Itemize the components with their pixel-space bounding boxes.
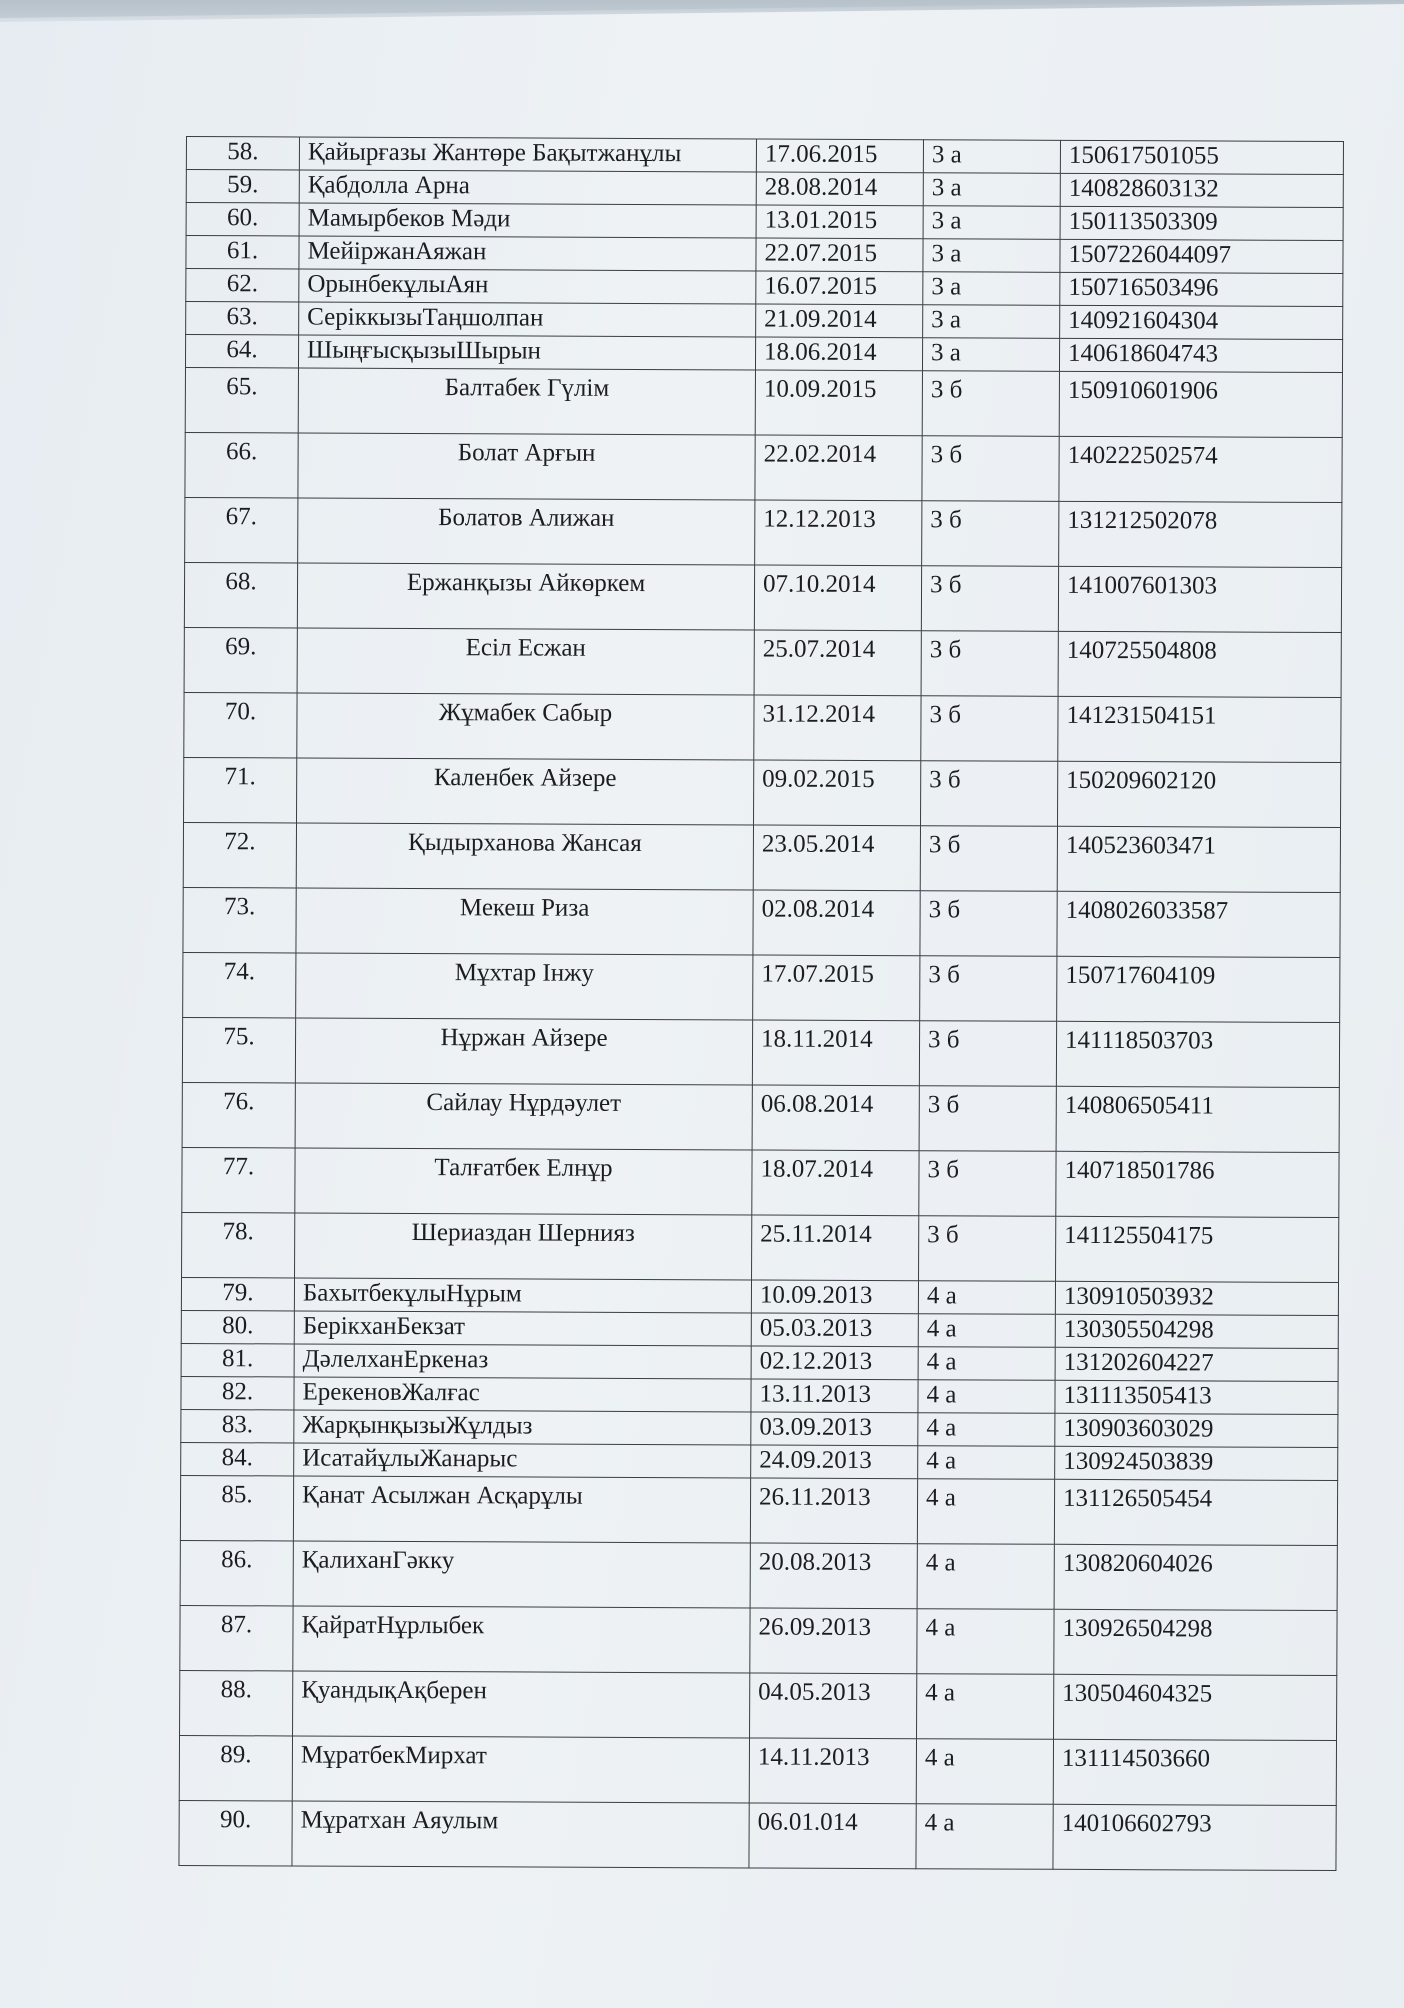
birth-date: 12.12.2013 bbox=[755, 500, 922, 566]
birth-date: 17.07.2015 bbox=[753, 955, 920, 1021]
table-row bbox=[184, 627, 1341, 697]
row-number: 81. bbox=[181, 1343, 294, 1376]
class-label: 4 а bbox=[918, 1347, 1055, 1381]
class-label: 4 а bbox=[918, 1314, 1055, 1348]
student-name: Мұхтар Інжу bbox=[296, 953, 753, 1020]
class-label: 3 а bbox=[923, 239, 1060, 273]
birth-date: 18.11.2014 bbox=[752, 1020, 919, 1086]
class-label: 3 б bbox=[921, 631, 1058, 697]
row-number: 79. bbox=[181, 1277, 294, 1310]
iin-number: 130903603029 bbox=[1055, 1413, 1338, 1447]
birth-date: 28.08.2014 bbox=[756, 172, 923, 206]
student-name: Балтабек Гүлім bbox=[298, 368, 755, 435]
class-label: 3 а bbox=[923, 272, 1060, 306]
student-name: Қабдолла Арна bbox=[299, 170, 756, 205]
iin-number: 130924503839 bbox=[1055, 1446, 1338, 1480]
row-number: 85. bbox=[180, 1475, 293, 1540]
iin-number: 140806505411 bbox=[1056, 1086, 1339, 1152]
iin-number: 140718501786 bbox=[1056, 1151, 1339, 1217]
class-label: 3 а bbox=[923, 206, 1060, 240]
birth-date: 22.07.2015 bbox=[756, 238, 923, 272]
table-row bbox=[185, 497, 1342, 567]
iin-number: 130820604026 bbox=[1054, 1544, 1337, 1610]
student-name: Болатов Алижан bbox=[298, 498, 755, 565]
birth-date: 18.07.2014 bbox=[752, 1150, 919, 1216]
table-row bbox=[183, 822, 1340, 892]
table-row bbox=[186, 203, 1343, 241]
student-name: ҚуандықАқберен bbox=[293, 1671, 750, 1738]
class-label: 3 б bbox=[919, 1151, 1056, 1217]
birth-date: 07.10.2014 bbox=[754, 565, 921, 631]
birth-date: 21.09.2014 bbox=[756, 304, 923, 338]
table-row bbox=[181, 1442, 1338, 1480]
table-row bbox=[186, 170, 1343, 208]
iin-number: 140828603132 bbox=[1060, 173, 1343, 207]
student-name: МейіржанАяжан bbox=[299, 236, 756, 271]
birth-date: 31.12.2014 bbox=[754, 695, 921, 761]
student-name: СеріккызыТаңшолпан bbox=[299, 302, 756, 337]
iin-number: 150113503309 bbox=[1060, 206, 1343, 240]
student-name: Қанат Асылжан Асқарұлы bbox=[293, 1476, 750, 1543]
class-label: 3 а bbox=[923, 305, 1060, 339]
iin-number: 131113505413 bbox=[1055, 1380, 1338, 1414]
table-row bbox=[182, 1147, 1339, 1217]
row-number: 77. bbox=[182, 1147, 295, 1212]
iin-number: 140725504808 bbox=[1058, 631, 1341, 697]
student-name: ЖарқынқызыЖұлдыз bbox=[294, 1410, 751, 1445]
class-label: 3 б bbox=[920, 761, 1057, 827]
row-number: 90. bbox=[179, 1800, 292, 1865]
birth-date: 14.11.2013 bbox=[749, 1738, 916, 1804]
class-label: 3 б bbox=[922, 436, 1059, 502]
iin-number: 140618604743 bbox=[1059, 338, 1342, 372]
student-name: БахытбекұлыНұрым bbox=[294, 1278, 751, 1313]
student-name: ЕрекеновЖалғас bbox=[294, 1377, 751, 1412]
birth-date: 26.09.2013 bbox=[750, 1608, 917, 1674]
table-row bbox=[183, 952, 1340, 1022]
class-label: 3 б bbox=[920, 891, 1057, 957]
class-label: 3 б bbox=[920, 826, 1057, 892]
birth-date: 23.05.2014 bbox=[753, 825, 920, 891]
table-row bbox=[182, 1017, 1339, 1087]
birth-date: 25.07.2014 bbox=[754, 630, 921, 696]
row-number: 58. bbox=[186, 137, 299, 170]
student-name: Мамырбеков Мәди bbox=[299, 203, 756, 238]
birth-date: 26.11.2013 bbox=[750, 1478, 917, 1544]
birth-date: 02.12.2013 bbox=[751, 1346, 918, 1380]
student-name: Болат Арғын bbox=[298, 433, 755, 500]
birth-date: 06.08.2014 bbox=[752, 1085, 919, 1151]
iin-number: 131212502078 bbox=[1059, 501, 1342, 567]
row-number: 59. bbox=[186, 170, 299, 203]
iin-number: 130504604325 bbox=[1054, 1674, 1337, 1740]
table-row bbox=[186, 236, 1343, 274]
student-name: Мұратхан Аяулым bbox=[292, 1801, 749, 1868]
table-row bbox=[186, 302, 1343, 340]
student-name: Жұмабек Сабыр bbox=[297, 693, 754, 760]
iin-number: 140106602793 bbox=[1053, 1804, 1336, 1870]
birth-date: 06.01.014 bbox=[749, 1803, 916, 1869]
table-row bbox=[182, 1082, 1339, 1152]
birth-date: 09.02.2015 bbox=[753, 760, 920, 826]
class-label: 4 а bbox=[917, 1479, 1054, 1545]
class-label: 4 а bbox=[916, 1804, 1053, 1870]
row-number: 75. bbox=[182, 1017, 295, 1082]
table-row bbox=[180, 1670, 1337, 1740]
student-name: ОрынбекұлыАян bbox=[299, 269, 756, 304]
class-label: 4 а bbox=[917, 1544, 1054, 1610]
class-label: 3 б bbox=[919, 1216, 1056, 1282]
row-number: 76. bbox=[182, 1082, 295, 1147]
class-label: 3 б bbox=[922, 371, 1059, 437]
student-name: Талғатбек Елнұр bbox=[295, 1148, 752, 1215]
table-row bbox=[181, 1409, 1338, 1447]
table-row bbox=[181, 1376, 1338, 1414]
student-name: ШыңғысқызыШырын bbox=[298, 335, 755, 370]
student-roster-table bbox=[178, 136, 1344, 1871]
row-number: 61. bbox=[186, 236, 299, 269]
student-name: ИсатайұлыЖанарыс bbox=[294, 1443, 751, 1478]
row-number: 83. bbox=[181, 1409, 294, 1442]
row-number: 64. bbox=[185, 335, 298, 368]
row-number: 67. bbox=[185, 497, 298, 562]
class-label: 4 а bbox=[918, 1446, 1055, 1480]
iin-number: 130910503932 bbox=[1055, 1281, 1338, 1315]
class-label: 3 б bbox=[921, 566, 1058, 632]
table-row bbox=[180, 1540, 1337, 1610]
row-number: 65. bbox=[185, 367, 298, 432]
class-label: 4 а bbox=[917, 1609, 1054, 1675]
class-label: 3 б bbox=[919, 1086, 1056, 1152]
class-label: 4 а bbox=[917, 1674, 1054, 1740]
birth-date: 13.11.2013 bbox=[751, 1379, 918, 1413]
class-label: 4 а bbox=[918, 1413, 1055, 1447]
student-name: Мекеш Риза bbox=[296, 888, 753, 955]
row-number: 87. bbox=[180, 1605, 293, 1670]
iin-number: 130926504298 bbox=[1054, 1609, 1337, 1675]
table-row bbox=[180, 1605, 1337, 1675]
row-number: 74. bbox=[183, 952, 296, 1017]
table-row bbox=[184, 757, 1341, 827]
iin-number: 150910601906 bbox=[1059, 371, 1342, 437]
birth-date: 10.09.2015 bbox=[755, 370, 922, 436]
student-name: Ержанқызы Айкөркем bbox=[297, 563, 754, 630]
row-number: 78. bbox=[182, 1212, 295, 1277]
student-name: Нұржан Айзере bbox=[295, 1018, 752, 1085]
birth-date: 17.06.2015 bbox=[756, 139, 923, 173]
table-row bbox=[183, 887, 1340, 957]
class-label: 3 б bbox=[919, 1021, 1056, 1087]
class-label: 4 а bbox=[918, 1380, 1055, 1414]
table-row bbox=[179, 1735, 1336, 1805]
iin-number: 150716503496 bbox=[1060, 272, 1343, 306]
row-number: 73. bbox=[183, 887, 296, 952]
row-number: 80. bbox=[181, 1310, 294, 1343]
class-label: 3 б bbox=[921, 696, 1058, 762]
class-label: 3 б bbox=[920, 956, 1057, 1022]
class-label: 3 а bbox=[922, 338, 1059, 372]
table-row bbox=[182, 1212, 1339, 1282]
iin-number: 140222502574 bbox=[1059, 436, 1342, 502]
table-row bbox=[186, 269, 1343, 307]
student-name: Каленбек Айзере bbox=[297, 758, 754, 825]
table-row bbox=[181, 1277, 1338, 1315]
row-number: 89. bbox=[179, 1735, 292, 1800]
row-number: 84. bbox=[181, 1442, 294, 1475]
table-row bbox=[181, 1343, 1338, 1381]
row-number: 70. bbox=[184, 692, 297, 757]
iin-number: 141231504151 bbox=[1058, 696, 1341, 762]
class-label: 3 а bbox=[923, 173, 1060, 207]
student-name: Шериаздан Шернияз bbox=[295, 1213, 752, 1280]
class-label: 3 а bbox=[923, 140, 1060, 174]
iin-number: 1507226044097 bbox=[1060, 239, 1343, 273]
iin-number: 1408026033587 bbox=[1057, 891, 1340, 957]
student-name: ҚалиханГәкку bbox=[293, 1541, 750, 1608]
iin-number: 130305504298 bbox=[1055, 1314, 1338, 1348]
table-row bbox=[179, 1800, 1336, 1870]
row-number: 68. bbox=[184, 562, 297, 627]
row-number: 60. bbox=[186, 203, 299, 236]
row-number: 66. bbox=[185, 432, 298, 497]
birth-date: 16.07.2015 bbox=[756, 271, 923, 305]
birth-date: 18.06.2014 bbox=[755, 337, 922, 371]
birth-date: 25.11.2014 bbox=[752, 1215, 919, 1281]
table-row bbox=[181, 1310, 1338, 1348]
iin-number: 141125504175 bbox=[1056, 1216, 1339, 1282]
student-name: БерікханБекзат bbox=[294, 1311, 751, 1346]
table-row bbox=[184, 692, 1341, 762]
iin-number: 131126505454 bbox=[1054, 1479, 1337, 1545]
table-row bbox=[185, 367, 1342, 437]
row-number: 62. bbox=[186, 269, 299, 302]
birth-date: 04.05.2013 bbox=[750, 1673, 917, 1739]
birth-date: 05.03.2013 bbox=[751, 1313, 918, 1347]
birth-date: 13.01.2015 bbox=[756, 205, 923, 239]
table-row bbox=[186, 137, 1343, 175]
iin-number: 141118503703 bbox=[1056, 1021, 1339, 1087]
iin-number: 140523603471 bbox=[1057, 826, 1340, 892]
iin-number: 150617501055 bbox=[1060, 140, 1343, 174]
iin-number: 140921604304 bbox=[1060, 305, 1343, 339]
iin-number: 131114503660 bbox=[1053, 1739, 1336, 1805]
row-number: 88. bbox=[180, 1670, 293, 1735]
student-name: Есіл Есжан bbox=[297, 628, 754, 695]
row-number: 63. bbox=[186, 302, 299, 335]
row-number: 86. bbox=[180, 1540, 293, 1605]
row-number: 72. bbox=[183, 822, 296, 887]
table-row bbox=[185, 432, 1342, 502]
iin-number: 141007601303 bbox=[1058, 566, 1341, 632]
birth-date: 02.08.2014 bbox=[753, 890, 920, 956]
student-name: Қыдырханова Жансая bbox=[296, 823, 753, 890]
student-name: Сайлау Нұрдәулет bbox=[295, 1083, 752, 1150]
student-name: Қайырғазы Жантөре Бақытжанұлы bbox=[299, 137, 756, 172]
iin-number: 131202604227 bbox=[1055, 1347, 1338, 1381]
class-label: 4 а bbox=[918, 1281, 1055, 1315]
table-row bbox=[184, 562, 1341, 632]
row-number: 82. bbox=[181, 1376, 294, 1409]
birth-date: 03.09.2013 bbox=[751, 1412, 918, 1446]
table-row bbox=[185, 335, 1342, 373]
iin-number: 150717604109 bbox=[1057, 956, 1340, 1022]
row-number: 69. bbox=[184, 627, 297, 692]
birth-date: 20.08.2013 bbox=[750, 1543, 917, 1609]
roster-body bbox=[179, 137, 1344, 1871]
birth-date: 22.02.2014 bbox=[755, 435, 922, 501]
iin-number: 150209602120 bbox=[1057, 761, 1340, 827]
student-name: ҚайратНұрлыбек bbox=[293, 1606, 750, 1673]
class-label: 4 а bbox=[916, 1739, 1053, 1805]
birth-date: 10.09.2013 bbox=[751, 1280, 918, 1314]
student-name: ДәлелханЕркеназ bbox=[294, 1344, 751, 1379]
row-number: 71. bbox=[184, 757, 297, 822]
birth-date: 24.09.2013 bbox=[751, 1445, 918, 1479]
student-name: МұратбекМирхат bbox=[292, 1736, 749, 1803]
class-label: 3 б bbox=[922, 501, 1059, 567]
table-row bbox=[180, 1475, 1337, 1545]
